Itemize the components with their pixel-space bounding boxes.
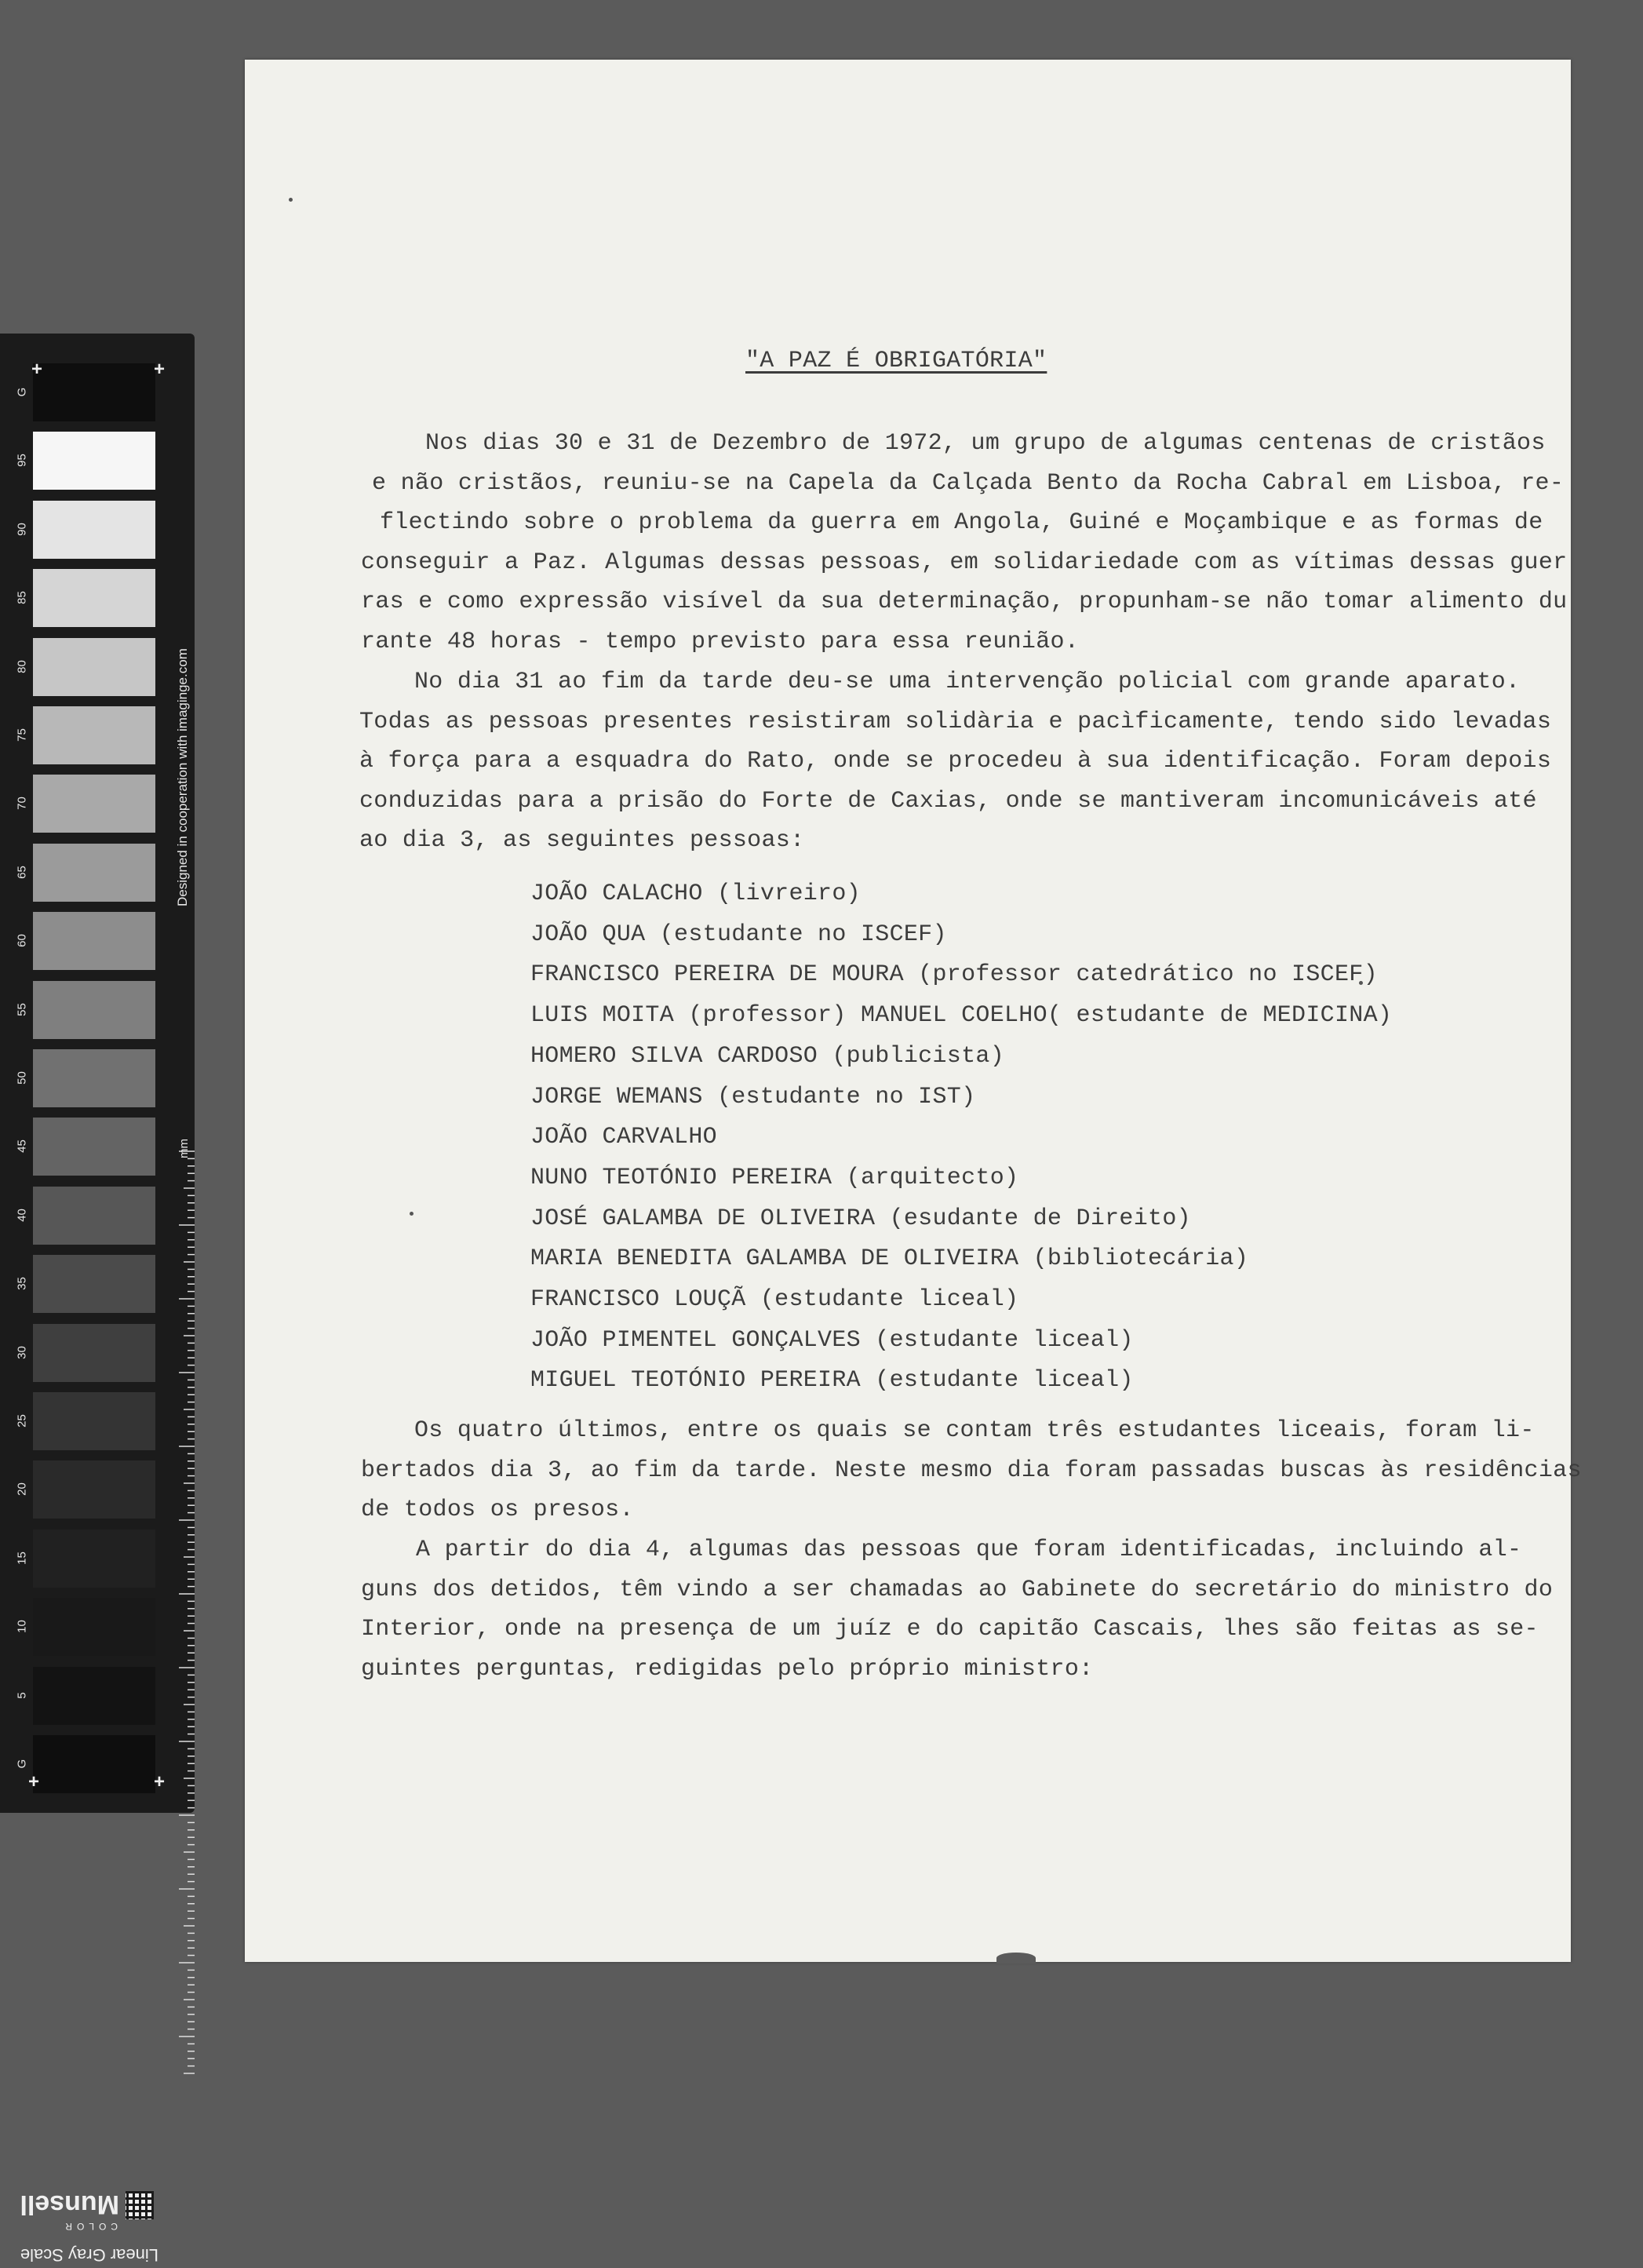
- paragraph-line: A partir do dia 4, algumas das pessoas que foram identificadas, incluindo al-: [416, 1537, 1522, 1563]
- gray-patch-label: 10: [15, 1620, 29, 1634]
- gray-patch-label: 50: [15, 1071, 29, 1085]
- paragraph-line: conseguir a Paz. Algumas dessas pessoas, em solidariedade com as vítimas dessas guer: [361, 549, 1568, 576]
- gray-patch: [33, 1255, 155, 1313]
- detainee-entry: HOMERO SILVA CARDOSO (publicista): [530, 1042, 1004, 1070]
- gray-patch-label: 25: [15, 1414, 29, 1428]
- paragraph-line: guintes perguntas, redigidas pelo próprio ministro:: [361, 1655, 1094, 1683]
- gray-patch: [33, 1667, 155, 1725]
- detainee-entry: MARIA BENEDITA GALAMBA DE OLIVEIRA (bibliotecária): [530, 1245, 1249, 1273]
- registration-plus-mark: +: [28, 1771, 40, 1792]
- gray-scale-card: [0, 334, 195, 2265]
- gray-patch: [33, 638, 155, 696]
- detainee-entry: LUIS MOITA (professor) MANUEL COELHO( estudante de MEDICINA): [530, 1002, 1393, 1030]
- gray-patch-label: 75: [15, 728, 29, 742]
- gray-patch: [33, 1392, 155, 1450]
- detainee-entry: JOÃO QUA (estudante no ISCEF): [530, 921, 947, 948]
- gray-patch-label: 85: [15, 591, 29, 605]
- gray-patch: [33, 912, 155, 970]
- paragraph-line: bertados dia 3, ao fim da tarde. Neste mesmo dia foram passadas buscas às residências: [361, 1457, 1582, 1484]
- munsell-logo-icon: [126, 2191, 154, 2219]
- gray-patch: [33, 981, 155, 1039]
- designed-text-label: Designed in cooperation with imaginge.com: [175, 648, 190, 906]
- gray-patch-label: 45: [15, 1139, 29, 1154]
- paper-speck: [289, 198, 293, 202]
- detainee-entry: MIGUEL TEOTÓNIO PEREIRA (estudante liceal): [530, 1367, 1134, 1395]
- paragraph-line: à força para a esquadra do Rato, onde se procedeu à sua identificação. Foram depois: [359, 748, 1552, 775]
- gray-patch: [33, 1460, 155, 1519]
- registration-plus-mark: +: [31, 359, 43, 380]
- gray-patch: [33, 501, 155, 559]
- paragraph-line: conduzidas para a prisão do Forte de Caxias, onde se mantiveram incomunicáveis até: [359, 787, 1537, 815]
- gray-patch-label: G: [15, 1759, 29, 1769]
- paragraph-line: No dia 31 ao fim da tarde deu-se uma intervenção policial com grande aparato.: [414, 669, 1521, 695]
- gray-patch: [33, 363, 155, 421]
- detainee-entry: NUNO TEOTÓNIO PEREIRA (arquitecto): [530, 1164, 1019, 1191]
- paragraph-line: ao dia 3, as seguintes pessoas:: [359, 827, 805, 854]
- paragraph-line: de todos os presos.: [361, 1497, 634, 1523]
- paragraph-line: guns dos detidos, têm vindo a ser chamadas ao Gabinete do secretário do ministro do: [361, 1576, 1554, 1603]
- registration-plus-mark: +: [154, 359, 166, 380]
- paragraph-line: Todas as pessoas presentes resistiram solidària e pacìficamente, tendo sido levadas: [359, 708, 1552, 735]
- gray-patch: [33, 569, 155, 627]
- gray-patch: [33, 844, 155, 902]
- paragraph-line: ras e como expressão visível da sua determinação, propunham-se não tomar alimento du: [361, 589, 1568, 615]
- gray-patch: [33, 1324, 155, 1382]
- gray-patch-label: 55: [15, 1002, 29, 1016]
- brand-sub-label: COLOR: [60, 2221, 118, 2232]
- gray-patch: [33, 1735, 155, 1793]
- gray-patch-label: 60: [15, 934, 29, 948]
- gray-patch: [33, 1118, 155, 1176]
- gray-patch-label: 30: [15, 1345, 29, 1359]
- paragraph-line: flectindo sobre o problema da guerra em Angola, Guiné e Moçambique e as formas de: [380, 509, 1543, 536]
- document-title: "A PAZ É OBRIGATÓRIA": [745, 348, 1047, 374]
- gray-patch-label: 5: [15, 1691, 29, 1699]
- gray-patch-label: 35: [15, 1277, 29, 1291]
- gray-patch: [33, 1598, 155, 1656]
- detainee-entry: JOÃO PIMENTEL GONÇALVES (estudante liceal): [530, 1326, 1134, 1354]
- mm-label: mm: [177, 1139, 191, 1158]
- registration-plus-mark: +: [154, 1771, 166, 1792]
- gray-patch-label: 20: [15, 1482, 29, 1497]
- brand-name: Munsell: [20, 2190, 119, 2219]
- gray-patch-label: G: [15, 387, 29, 397]
- paragraph-line: Nos dias 30 e 31 de Dezembro de 1972, um grupo de algumas centenas de cristãos: [425, 430, 1546, 457]
- detainee-entry: JOÃO CALACHO (livreiro): [530, 881, 861, 907]
- detainee-entry: FRANCISCO PEREIRA DE MOURA (professor catedrático no ISCEF): [530, 961, 1378, 989]
- paragraph-line: Interior, onde na presença de um juíz e do capitão Cascais, lhes são feitas as se-: [361, 1616, 1539, 1643]
- gray-patch: [33, 1049, 155, 1107]
- gray-patch: [33, 706, 155, 764]
- paper-speck: [410, 1212, 413, 1216]
- detainee-entry: JOSÉ GALAMBA DE OLIVEIRA (esudante de Direito): [530, 1205, 1191, 1232]
- detainee-entry: FRANCISCO LOUÇÃ (estudante liceal): [530, 1286, 1019, 1313]
- gray-patch: [33, 1187, 155, 1245]
- gray-patch: [33, 432, 155, 490]
- gray-patch-label: 90: [15, 522, 29, 536]
- munsell-brand: [16, 2174, 165, 2268]
- gray-patch-label: 80: [15, 659, 29, 673]
- mm-ruler: [177, 1150, 195, 2091]
- gray-patch: [33, 1530, 155, 1588]
- gray-patch-label: 15: [15, 1551, 29, 1565]
- gray-patch: [33, 775, 155, 833]
- paragraph-line: Os quatro últimos, entre os quais se contam três estudantes liceais, foram li-: [414, 1417, 1535, 1444]
- gray-patch-label: 65: [15, 865, 29, 879]
- gray-patch-label: 70: [15, 797, 29, 811]
- paragraph-line: e não cristãos, reuniu-se na Capela da Calçada Bento da Rocha Cabral em Lisboa, re-: [372, 469, 1565, 497]
- paper-tear: [996, 1953, 1036, 1964]
- linear-gray-scale-title: Linear Gray Scale: [20, 2245, 158, 2265]
- detainee-entry: JORGE WEMANS (estudante no IST): [530, 1083, 976, 1110]
- paragraph-line: rante 48 horas - tempo previsto para essa reunião.: [361, 628, 1080, 655]
- typed-document-page: [245, 60, 1582, 1962]
- detainee-entry: JOÃO CARVALHO: [530, 1124, 717, 1151]
- gray-patch-label: 95: [15, 454, 29, 468]
- gray-patch-label: 40: [15, 1208, 29, 1222]
